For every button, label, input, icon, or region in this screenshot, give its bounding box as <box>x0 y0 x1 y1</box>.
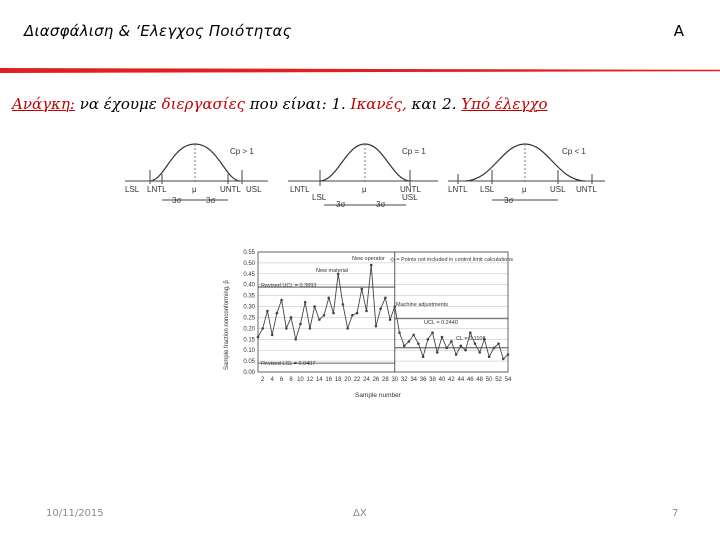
data-point-5 <box>276 312 279 315</box>
x-axis-label: Sample number <box>355 392 401 399</box>
data-point-10 <box>299 323 302 326</box>
spec-label-3-1: LSL <box>480 185 495 194</box>
y-tick-label-2: 0.45 <box>243 271 255 278</box>
y-tick-label-6: 0.25 <box>243 315 255 322</box>
x-tick-label-4: 10 <box>297 377 304 383</box>
data-point-14 <box>318 318 321 321</box>
data-point-1 <box>257 336 260 339</box>
data-point-2 <box>261 327 264 330</box>
spec-label-3-4: UNTL <box>576 185 597 194</box>
x-tick-label-19: 40 <box>438 377 446 383</box>
plot-frame <box>258 252 508 372</box>
data-point-26 <box>375 325 378 328</box>
x-tick-label-23: 48 <box>476 377 484 383</box>
data-point-51 <box>493 347 496 350</box>
data-point-27 <box>379 307 382 310</box>
span-label-2-1: 3σ <box>376 200 386 208</box>
span-label-3-0: 3σ <box>504 196 514 205</box>
spec-label-3-3: USL <box>550 185 566 194</box>
data-point-33 <box>408 340 411 343</box>
footer-date: 10/11/2015 <box>46 508 104 519</box>
data-point-24 <box>365 310 368 313</box>
data-point-40 <box>441 336 444 339</box>
control-chart <box>218 248 518 404</box>
data-point-37 <box>427 338 430 341</box>
capability-panel-1 <box>125 144 268 205</box>
data-point-34 <box>412 334 415 337</box>
spec-label-2-0: LNTL <box>290 185 310 194</box>
data-point-28 <box>384 297 387 300</box>
cp-label-2: Cp = 1 <box>402 147 426 156</box>
data-point-4 <box>271 334 274 337</box>
spec-label-2-4: USL <box>402 193 418 202</box>
data-point-41 <box>445 347 448 350</box>
x-tick-label-2: 6 <box>279 377 284 383</box>
x-tick-label-11: 24 <box>363 377 370 383</box>
data-point-15 <box>323 314 326 317</box>
x-tick-label-16: 34 <box>410 377 418 383</box>
subtitle-control: Υπό έλεγχο <box>461 95 548 113</box>
x-tick-label-24: 50 <box>485 377 493 383</box>
capability-panel-2 <box>288 144 438 208</box>
annotation-revised-ucl: Revised UCL = 0.3893 <box>261 283 317 289</box>
x-tick-label-17: 36 <box>419 377 427 383</box>
data-point-54 <box>507 353 510 356</box>
data-point-50 <box>488 355 491 358</box>
x-tick-label-13: 28 <box>382 377 389 383</box>
data-point-52 <box>497 342 500 345</box>
annotation-ucl: UCL = 0.2440 <box>424 320 458 326</box>
annotation-new-operator: New operator <box>352 256 386 262</box>
data-point-32 <box>403 345 406 348</box>
x-tick-label-9: 20 <box>344 377 351 383</box>
y-tick-label-0: 0.55 <box>243 250 255 256</box>
x-tick-label-3: 8 <box>289 377 293 383</box>
header-title: Διασφάλιση & ‘Ελεγχος Ποιότητας <box>24 22 292 40</box>
y-tick-label-4: 0.35 <box>243 293 255 300</box>
data-point-23 <box>360 288 363 291</box>
y-axis-label: Sample fraction nonconforming, p̂ <box>224 280 230 370</box>
data-point-6 <box>280 299 283 302</box>
data-point-45 <box>464 349 467 352</box>
data-point-20 <box>346 327 349 330</box>
spec-label-1-3: UNTL <box>220 185 241 194</box>
x-tick-label-14: 30 <box>391 377 399 383</box>
span-label-1-0: 3σ <box>172 196 182 205</box>
annotation-new-material: New material <box>316 268 349 274</box>
spec-label-1-0: LSL <box>125 185 140 194</box>
span-label-2-0: 3σ <box>336 200 346 208</box>
data-point-9 <box>294 338 297 341</box>
subtitle-text-2: που είναι: 1. <box>245 95 351 113</box>
spec-label-3-2: μ <box>522 185 527 194</box>
x-tick-label-0: 2 <box>261 377 265 383</box>
capability-panel-3 <box>448 144 605 205</box>
spec-label-3-0: LNTL <box>448 185 468 194</box>
y-tick-label-10: 0.05 <box>243 359 255 366</box>
data-point-35 <box>417 342 420 345</box>
annotation-machine-adjustments: Machine adjustments <box>396 302 448 308</box>
y-tick-label-8: 0.15 <box>243 337 255 344</box>
data-point-11 <box>304 301 307 304</box>
series-line <box>258 265 508 359</box>
subtitle-capable: Ικανές, <box>350 95 407 113</box>
header-letter: A <box>673 22 684 40</box>
x-tick-label-20: 42 <box>448 377 455 383</box>
subtitle-text-1: να έχουμε <box>74 95 162 113</box>
data-point-42 <box>450 340 453 343</box>
spec-label-2-1: LSL <box>312 193 327 202</box>
footer-page: 7 <box>672 508 679 519</box>
data-point-38 <box>431 331 434 334</box>
data-point-16 <box>327 297 330 300</box>
data-point-29 <box>389 318 392 321</box>
y-tick-label-7: 0.20 <box>243 326 255 333</box>
x-tick-label-1: 4 <box>270 377 274 383</box>
x-tick-label-8: 18 <box>334 377 342 383</box>
x-tick-label-15: 32 <box>400 377 408 383</box>
x-tick-label-7: 16 <box>325 377 333 383</box>
subtitle-text-3: και 2. <box>406 95 462 113</box>
data-point-44 <box>460 345 463 348</box>
spec-label-2-2: μ <box>362 185 367 194</box>
data-point-53 <box>502 358 505 361</box>
x-tick-label-21: 44 <box>457 377 465 383</box>
x-tick-label-25: 52 <box>495 377 502 383</box>
footer-center: ΔΧ <box>353 508 367 519</box>
subtitle-lead: Ανάγκη: <box>12 95 75 113</box>
data-point-39 <box>436 351 439 354</box>
y-tick-label-3: 0.40 <box>243 282 255 289</box>
data-point-13 <box>313 305 316 308</box>
capability-figure <box>110 138 610 208</box>
x-tick-label-12: 26 <box>372 377 380 383</box>
subtitle-processes: διεργασίες <box>161 95 246 113</box>
x-tick-label-10: 22 <box>353 377 361 383</box>
data-point-36 <box>422 355 425 358</box>
cp-label-3: Cp < 1 <box>562 147 586 156</box>
data-point-43 <box>455 353 458 356</box>
legend-text: ◎ = Points not included in control limit calculations <box>390 257 513 263</box>
data-point-48 <box>478 351 481 354</box>
y-tick-label-1: 0.50 <box>243 260 255 267</box>
data-point-21 <box>351 314 354 317</box>
data-point-22 <box>356 312 359 315</box>
data-point-17 <box>332 312 335 315</box>
data-point-8 <box>290 316 293 319</box>
y-tick-label-9: 0.10 <box>243 348 255 355</box>
data-point-3 <box>266 310 269 313</box>
data-point-19 <box>342 303 345 306</box>
x-tick-label-18: 38 <box>429 377 436 383</box>
cp-label-1: Cp > 1 <box>230 147 254 156</box>
x-tick-label-26: 54 <box>504 377 512 383</box>
data-point-47 <box>474 342 477 345</box>
data-point-7 <box>285 327 288 330</box>
spec-label-1-4: USL <box>246 185 262 194</box>
y-tick-label-11: 0.00 <box>243 370 255 376</box>
spec-label-1-2: μ <box>192 185 197 194</box>
spec-label-2-3: UNTL <box>400 185 421 194</box>
annotation-revised-lcl: Revised LCL = 0.0407 <box>261 361 316 367</box>
data-point-31 <box>398 331 401 334</box>
header-divider <box>0 68 720 73</box>
spec-label-1-1: LNTL <box>147 185 167 194</box>
span-label-1-1: 3σ <box>206 196 216 205</box>
data-point-12 <box>309 327 312 330</box>
data-point-46 <box>469 331 472 334</box>
subtitle <box>12 95 548 113</box>
data-point-25 <box>370 264 373 267</box>
x-tick-label-22: 46 <box>466 377 474 383</box>
y-tick-label-5: 0.30 <box>243 304 255 311</box>
x-tick-label-5: 12 <box>306 377 314 383</box>
x-tick-label-6: 14 <box>315 377 323 383</box>
annotation-cl: CL = 0.1108 <box>456 336 486 342</box>
